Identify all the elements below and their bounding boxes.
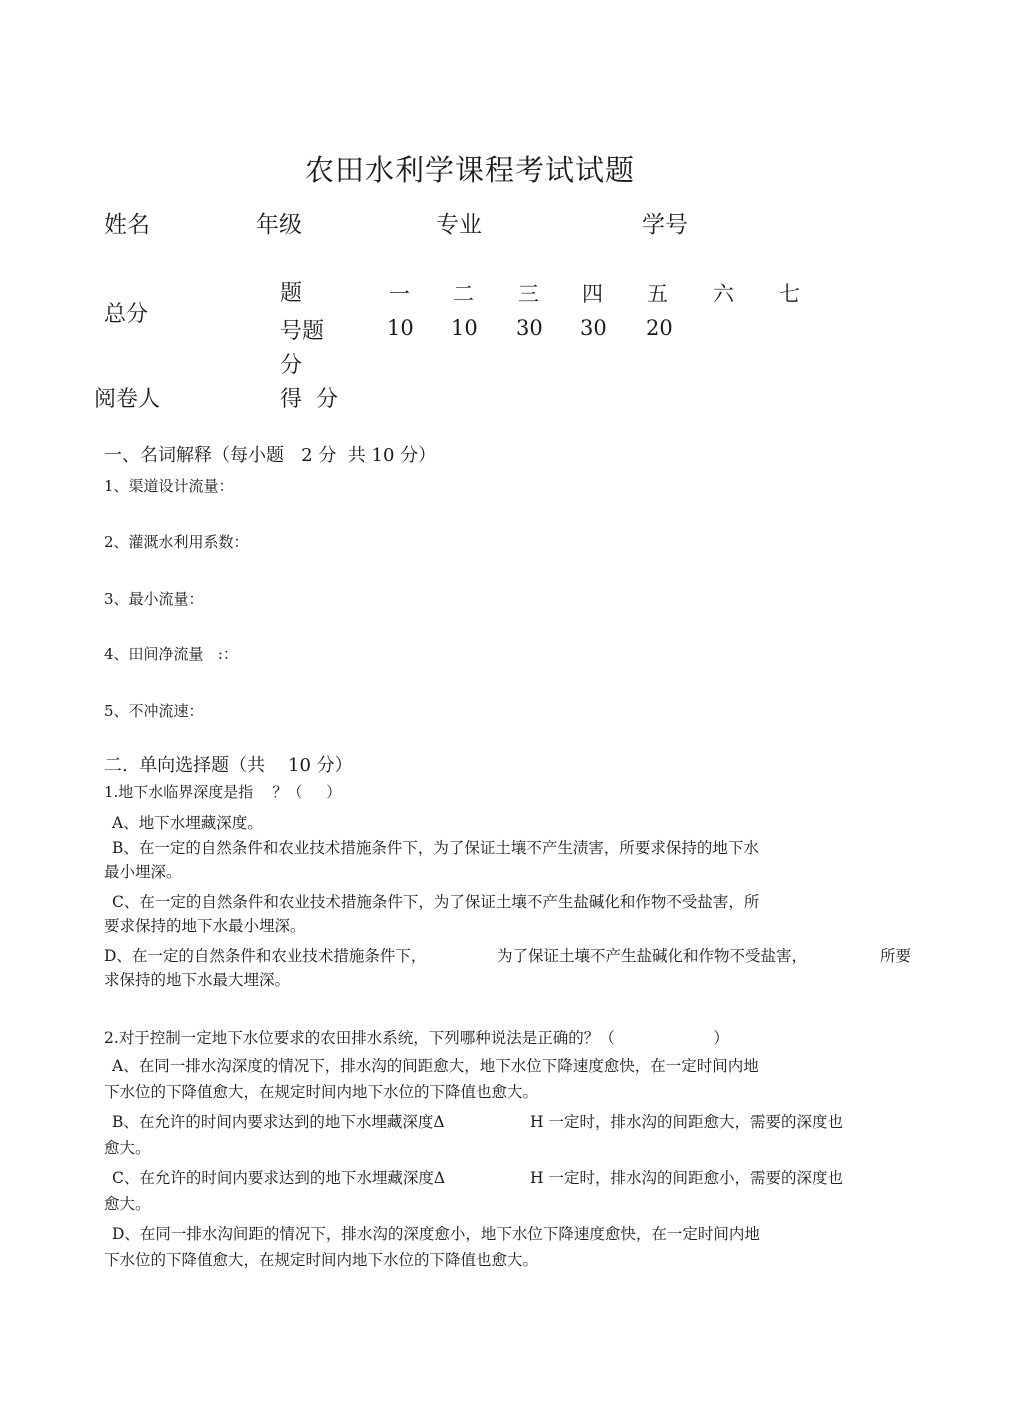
- option-c-part2: H 一定时，排水沟的间距愈小，需要的深度也: [530, 1169, 843, 1187]
- question-number: 六: [713, 282, 734, 306]
- section-heading: 二. 单向选择题（共 10 分）: [104, 755, 353, 776]
- option-d-part2: 为了保证土壤不产生盐碱化和作物不受盐害，: [497, 947, 808, 965]
- question-number: 三: [518, 282, 539, 306]
- major-label: 专业: [436, 212, 482, 238]
- option-d: D、在同一排水沟间距的情况下，排水沟的深度愈小，地下水位下降速度愈快，在一定时间内地: [112, 1225, 760, 1243]
- option-a: A、在同一排水沟深度的情况下，排水沟的间距愈大，地下水位下降速度愈快，在一定时间内地: [112, 1057, 759, 1075]
- option-d: D、在一定的自然条件和农业技术措施条件下，: [104, 947, 427, 965]
- option-d-cont: 下水位的下降值愈大，在规定时间内地下水位的下降值也愈大。: [104, 1251, 539, 1269]
- definition-item: 2、灌溉水利用系数：: [104, 533, 249, 551]
- option-a: A、地下水埋藏深度。: [112, 814, 263, 832]
- definition-item: 1、渠道设计流量：: [104, 477, 234, 495]
- question-number: 七: [779, 282, 800, 306]
- question-number: 四: [582, 282, 603, 306]
- question-points: 10: [387, 316, 414, 340]
- question-number: 二: [453, 282, 474, 306]
- question-score-col-label: 号题: [280, 319, 325, 344]
- grade-label: 年级: [256, 212, 302, 238]
- option-d-cont: 求保持的地下水最大埋深。: [104, 971, 291, 989]
- question-points: 30: [516, 316, 543, 340]
- option-d-part3: 所要: [880, 947, 912, 965]
- option-b: B、在一定的自然条件和农业技术措施条件下，为了保证土壤不产生渍害，所要求保持的地下水: [112, 839, 759, 857]
- option-c-cont: 要求保持的地下水最小埋深。: [104, 917, 306, 935]
- option-b-part2: H 一定时，排水沟的间距愈大，需要的深度也: [530, 1113, 843, 1131]
- option-c: C、在允许的时间内要求达到的地下水埋藏深度Δ: [112, 1169, 446, 1187]
- question-number: 五: [647, 282, 668, 306]
- definition-item: 4、田间净流量 :：: [104, 645, 238, 663]
- option-c-cont: 愈大。: [104, 1195, 151, 1213]
- student-id-label: 学号: [642, 212, 688, 238]
- definition-item: 5、不冲流速：: [104, 702, 204, 720]
- option-b: B、在允许的时间内要求达到的地下水埋藏深度Δ: [112, 1113, 445, 1131]
- score-col-label-cont: 分: [280, 353, 303, 378]
- section-heading: 一、名词解释（每小题 2 分 共 10 分）: [104, 445, 437, 466]
- total-score-label: 总分: [104, 302, 149, 327]
- score-label: 得 分: [280, 387, 338, 412]
- reviewer-label: 阅卷人: [94, 387, 161, 412]
- definition-item: 3、最小流量：: [104, 590, 204, 608]
- question-points: 30: [580, 316, 607, 340]
- option-a-cont: 下水位的下降值愈大，在规定时间内地下水位的下降值也愈大。: [104, 1083, 539, 1101]
- question-points: 20: [646, 316, 673, 340]
- question-col-label: 题: [280, 281, 303, 306]
- name-label: 姓名: [104, 212, 150, 238]
- option-b-cont: 最小埋深。: [104, 863, 182, 881]
- question-stem: 2.对于控制一定地下水位要求的农田排水系统，下列哪种说法是正确的？（ ）: [104, 1029, 729, 1047]
- option-b-cont: 愈大。: [104, 1139, 151, 1157]
- question-number: 一: [389, 282, 410, 306]
- option-c: C、在一定的自然条件和农业技术措施条件下，为了保证土壤不产生盐碱化和作物不受盐害，所: [112, 893, 760, 911]
- question-points: 10: [451, 316, 478, 340]
- question-stem: 1.地下水临界深度是指 ？（ ）: [104, 783, 342, 801]
- page-title: 农田水利学课程考试试题: [304, 153, 635, 187]
